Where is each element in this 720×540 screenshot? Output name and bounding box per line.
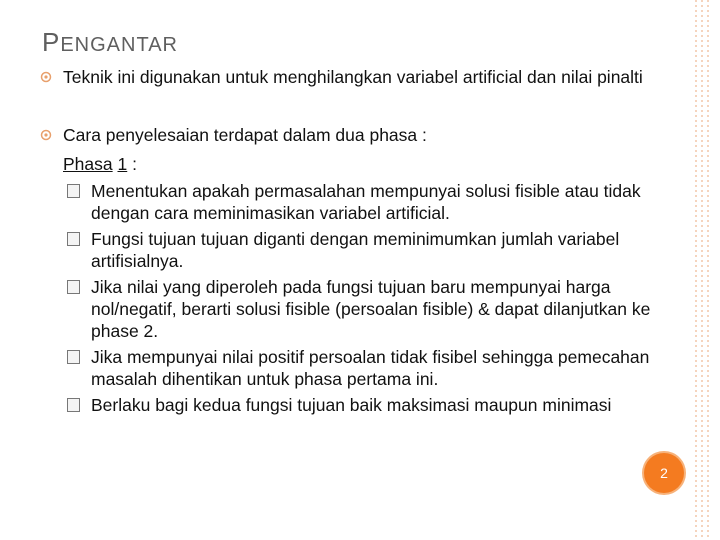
bullet-text: Teknik ini digunakan untuk menghilangkan variabel artificial dan nilai pinalti: [63, 67, 643, 87]
phase-step-text: Menentukan apakah permasalahan mempunyai solusi fisible atau tidak dengan cara meminimasikan variabel artificial.: [91, 181, 641, 223]
phase-steps-list: [67, 180, 692, 420]
box-bullet-icon: [67, 232, 80, 246]
bullet-text: Cara penyelesaian terdapat dalam dua phasa :: [63, 125, 427, 145]
phase-step-item: [67, 180, 692, 224]
phase-step-text: Jika mempunyai nilai positif persoalan tidak fisibel sehingga pemecahan masalah dihentikan untuk phasa pertama ini.: [91, 347, 650, 389]
bullet-list: [40, 66, 690, 146]
orange-bullet-icon: [40, 71, 52, 83]
phase-step-text: Berlaku bagi kedua fungsi tujuan baik maksimasi maupun minimasi: [91, 395, 612, 415]
phase-step-item: [67, 346, 692, 390]
phase-step-item: [67, 394, 692, 416]
slide-title: PENGANTAR: [42, 27, 178, 57]
page-number-badge: [644, 453, 684, 493]
box-bullet-icon: [67, 350, 80, 364]
phase-step-item: [67, 276, 692, 342]
box-bullet-icon: [67, 280, 80, 294]
page-number: 2: [660, 465, 668, 481]
box-bullet-icon: [67, 184, 80, 198]
bullet-item: [40, 124, 690, 146]
phase-step-text: Fungsi tujuan tujuan diganti dengan meminimumkan jumlah variabel artifisialnya.: [91, 229, 620, 271]
bullet-item: [40, 66, 690, 110]
phase-step-text: Jika nilai yang diperoleh pada fungsi tujuan baru mempunyai harga nol/negatif, berarti solusi fisible (persoalan fisible) & dapat dilanjutkan ke phase 2.: [91, 277, 651, 341]
decorative-border: [692, 0, 720, 540]
phase-heading: Phasa 1 :: [63, 154, 137, 174]
box-bullet-icon: [67, 398, 80, 412]
orange-bullet-icon: [40, 129, 52, 141]
phase-step-item: [67, 228, 692, 272]
